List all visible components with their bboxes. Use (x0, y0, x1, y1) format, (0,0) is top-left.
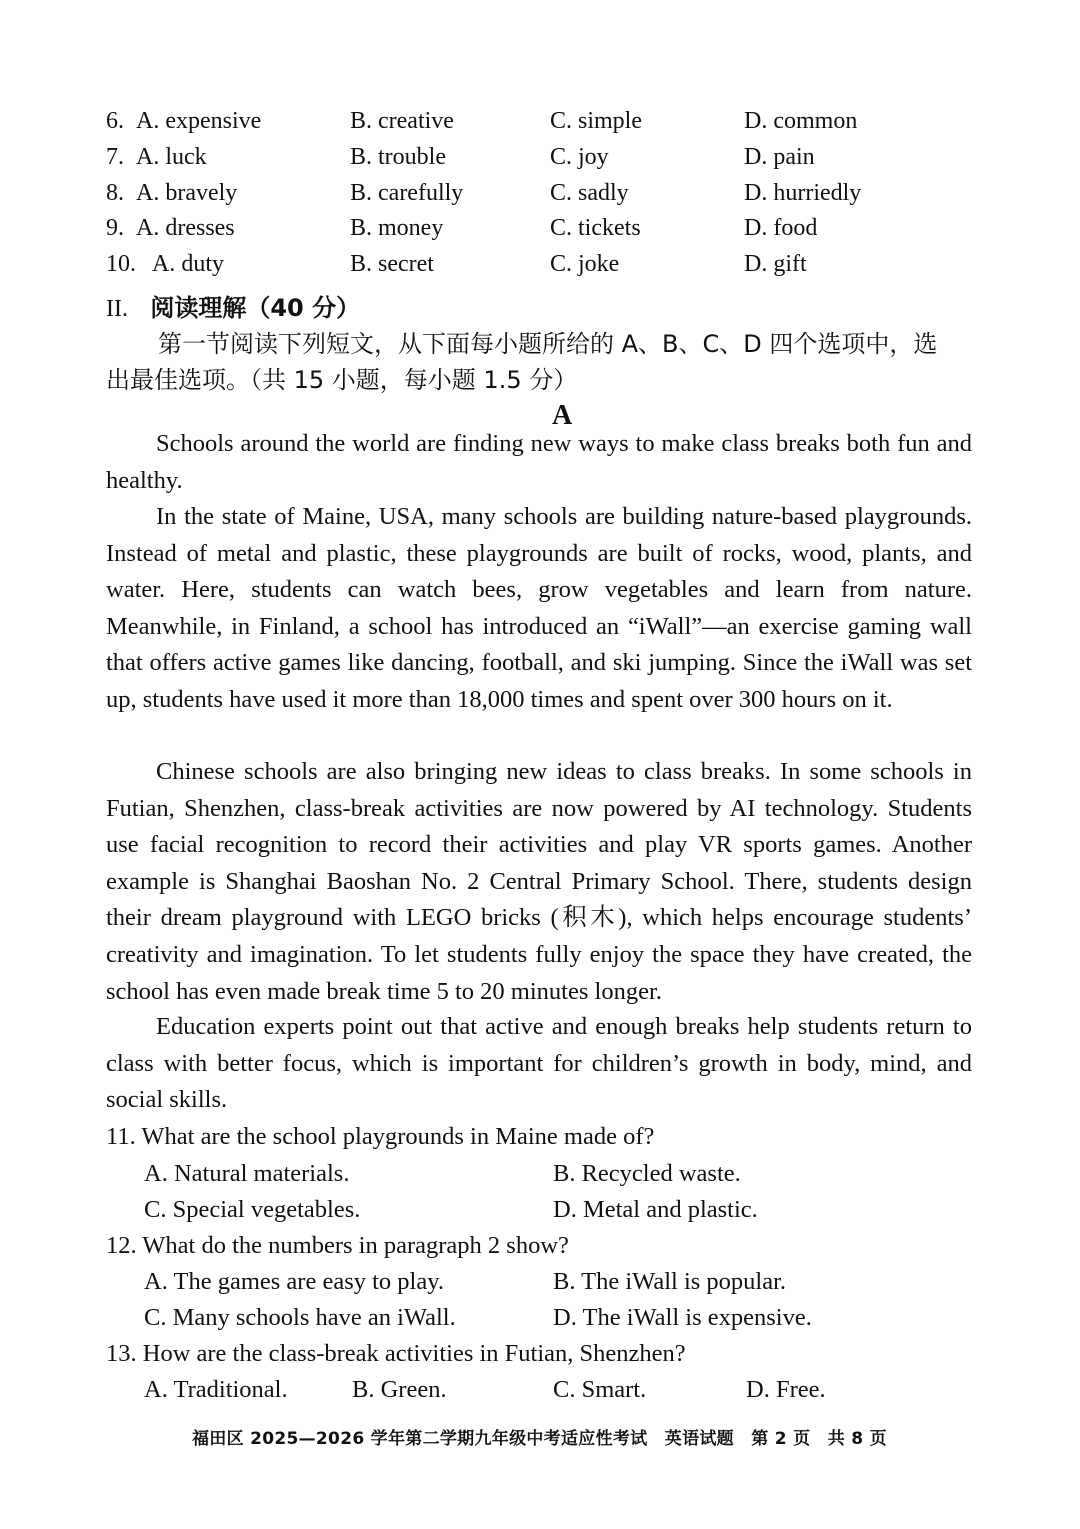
option-d: D. food (744, 215, 818, 241)
option-d: D. common (744, 108, 858, 134)
section-instruction-line1: 第一节阅读下列短文，从下面每小题所给的 A、B、C、D 四个选项中，选 (158, 330, 938, 358)
section-heading (106, 293, 360, 324)
passage-letter: A (552, 400, 573, 431)
option-c: C. sadly (550, 180, 629, 206)
section-title: 阅读理解（40 分） (150, 294, 361, 322)
question-stem: 11. What are the school playgrounds in Maine made of? (106, 1123, 655, 1150)
section-roman: II. (106, 296, 128, 322)
option-d: D. Free. (746, 1376, 826, 1403)
passage-paragraph-3: Chinese schools are also bringing new ideas to class breaks. In some schools in Futian, Shenzhen, class-break activities are now powered by AI technology. Students use facial recognition to record their activities and play VR sports games. Another example is Shanghai Baoshan No. 2 Central Primary School. There, students design their dream playground with LEGO bricks (积木), which helps encourage students’ creativity and imagination. To let students fully enjoy the space they have created, the school has even made break time 5 to 20 minutes longer. (106, 758, 972, 1005)
question-number: 6. (106, 108, 124, 134)
option-b: B. creative (350, 108, 454, 134)
option-c: C. Smart. (553, 1376, 647, 1403)
option-b: B. The iWall is popular. (553, 1268, 787, 1295)
passage-paragraph-1: Schools around the world are finding new ways to make class breaks both fun and healthy. (106, 430, 972, 494)
option-b: B. secret (350, 251, 434, 277)
option-b: B. carefully (350, 180, 464, 206)
question-stem: 12. What do the numbers in paragraph 2 show? (106, 1232, 569, 1259)
question-number: 8. (106, 180, 124, 206)
option-b: B. Recycled waste. (553, 1160, 741, 1187)
option-b: B. trouble (350, 144, 446, 170)
passage-paragraph-4: Education experts point out that active and enough breaks help students return to class with better focus, which is important for children’s growth in body, mind, and social skills. (106, 1013, 972, 1114)
option-b: B. Green. (352, 1376, 447, 1403)
option-d: D. The iWall is expensive. (553, 1304, 812, 1331)
option-a: A. Natural materials. (144, 1160, 350, 1187)
option-d: D. hurriedly (744, 180, 862, 206)
question-number: 9. (106, 215, 124, 241)
option-a: A. dresses (136, 215, 235, 241)
question-number: 10. (106, 251, 136, 277)
option-c: C. Many schools have an iWall. (144, 1304, 456, 1331)
option-d: D. Metal and plastic. (553, 1196, 758, 1223)
option-b: B. money (350, 215, 444, 241)
option-a: A. duty (152, 251, 224, 277)
question-stem: 13. How are the class-break activities in Futian, Shenzhen? (106, 1340, 686, 1367)
option-a: A. expensive (136, 108, 262, 134)
page-footer: 福田区 2025—2026 学年第二学期九年级中考适应性考试 英语试题 第 2 页 共 8 页 (192, 1429, 887, 1449)
option-c: C. Special vegetables. (144, 1196, 361, 1223)
option-c: C. tickets (550, 215, 641, 241)
question-number: 7. (106, 144, 124, 170)
option-a: A. luck (136, 144, 207, 170)
option-a: A. bravely (136, 180, 238, 206)
passage-paragraph-2: In the state of Maine, USA, many schools are building nature-based playgrounds. Instead of metal and plastic, these playgrounds are built of rocks, wood, plants, and water. Here, students can watch bees, grow vegetables and learn from nature. Meanwhile, in Finland, a school has introduced an “iWall”—an exercise gaming wall that offers active games like dancing, football, and ski jumping. Since the iWall was set up, students have used it more than 18,000 times and spent over 300 hours on it. (106, 503, 972, 713)
option-c: C. joy (550, 144, 609, 170)
option-a: A. The games are easy to play. (144, 1268, 445, 1295)
option-a: A. Traditional. (144, 1376, 288, 1403)
option-c: C. joke (550, 251, 620, 277)
option-d: D. pain (744, 144, 815, 170)
option-d: D. gift (744, 251, 807, 277)
option-c: C. simple (550, 108, 643, 134)
section-instruction-line2: 出最佳选项。（共 15 小题，每小题 1.5 分） (106, 366, 578, 394)
